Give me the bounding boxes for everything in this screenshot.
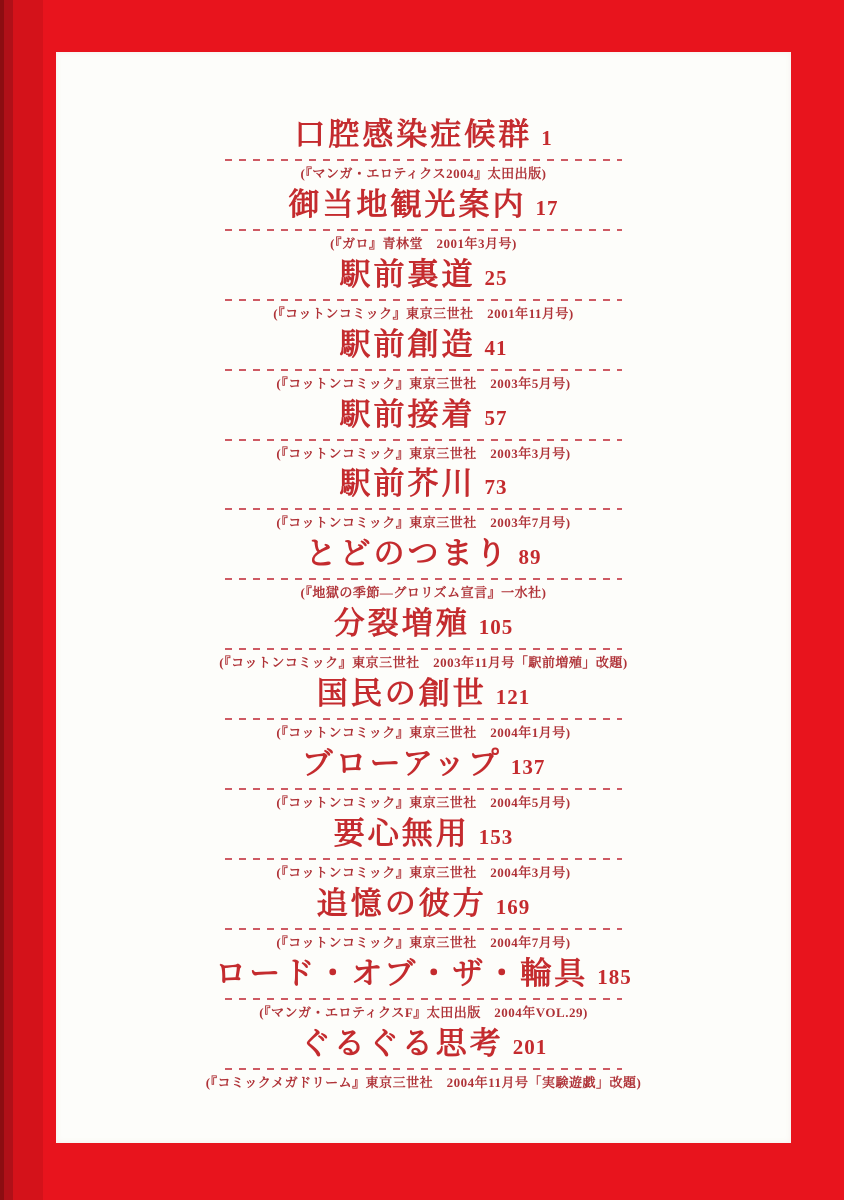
toc-entry-page-number: 41 xyxy=(484,335,508,360)
toc-entry xyxy=(56,535,791,605)
dashed-divider xyxy=(225,858,622,860)
toc-entry-title-row xyxy=(334,815,514,856)
toc-entry-title-row xyxy=(340,256,508,297)
toc-entry-title: 口腔感染症候群 xyxy=(294,117,533,152)
toc-entry-page-number: 89 xyxy=(518,545,542,570)
toc-entry-page-number: 137 xyxy=(510,755,546,780)
toc-entry-source: (『ガロ』青林堂 2001年3月号) xyxy=(330,235,517,251)
toc-entry-source: (『コットンコミック』東京三世社 2003年3月号) xyxy=(276,445,571,461)
toc-entry-title: 駅前芥川 xyxy=(339,466,476,502)
dashed-divider xyxy=(225,998,622,1000)
toc-entry-page-number: 201 xyxy=(512,1034,548,1059)
toc-entry-source: (『マンガ・エロティクス2004』太田出版) xyxy=(300,166,547,181)
toc-entry-title: 分裂増殖 xyxy=(333,606,470,642)
toc-entry-title-row xyxy=(302,745,546,786)
dashed-divider xyxy=(225,159,622,161)
toc-entry-title-row xyxy=(340,465,508,506)
toc-entry-title: ぐるぐる思考 xyxy=(299,1025,504,1061)
toc-entry xyxy=(56,745,791,815)
toc-entry xyxy=(56,675,791,745)
toc-entry-title-row xyxy=(340,396,508,437)
toc-entry xyxy=(56,815,791,885)
toc-entry xyxy=(56,1025,791,1095)
dashed-divider xyxy=(225,788,622,790)
toc-entry xyxy=(56,465,791,535)
toc-entry-page-number: 1 xyxy=(541,126,553,150)
dashed-divider xyxy=(225,578,622,580)
toc-entry-title: 駅前接着 xyxy=(339,396,476,432)
toc-entry-source: (『コットンコミック』東京三世社 2003年11月号「駅前増殖」改題) xyxy=(219,655,628,671)
toc-entry-page-number: 153 xyxy=(478,824,514,849)
toc-list xyxy=(56,52,791,1094)
toc-entry-title: 御当地観光案内 xyxy=(288,186,527,222)
toc-entry-source: (『コットンコミック』東京三世社 2004年1月号) xyxy=(276,725,571,741)
toc-entry-title: ブローアップ xyxy=(301,746,502,782)
toc-entry-title: 追憶の彼方 xyxy=(316,885,487,921)
toc-entry-title-row xyxy=(317,885,531,926)
toc-entry-title: 要心無用 xyxy=(333,815,470,851)
dashed-divider xyxy=(225,508,622,510)
toc-entry-page-number: 185 xyxy=(597,964,632,989)
toc-entry-title-row xyxy=(334,605,514,646)
page-left-edge-shadow-soft xyxy=(13,0,43,1200)
toc-entry xyxy=(56,885,791,955)
toc-entry-title-row xyxy=(300,1025,548,1066)
toc-entry-source: (『コットンコミック』東京三世社 2003年5月号) xyxy=(276,375,571,391)
toc-entry-title-row xyxy=(215,955,632,996)
toc-entry xyxy=(56,116,791,186)
toc-entry-source: (『コットンコミック』東京三世社 2003年7月号) xyxy=(276,515,571,531)
toc-entry-page-number: 25 xyxy=(484,265,508,290)
dashed-divider xyxy=(225,648,622,650)
dashed-divider xyxy=(225,299,622,301)
toc-entry-title: 駅前創造 xyxy=(339,326,476,362)
dashed-divider xyxy=(225,369,622,371)
dashed-divider xyxy=(225,718,622,720)
toc-entry xyxy=(56,256,791,326)
dashed-divider xyxy=(225,928,622,930)
toc-entry-title-row xyxy=(306,535,542,576)
dashed-divider xyxy=(225,439,622,441)
toc-entry-source: (『マンガ・エロティクスF』太田出版 2004年VOL.29) xyxy=(259,1004,588,1020)
toc-entry-page-number: 121 xyxy=(495,685,531,710)
toc-entry-page-number: 17 xyxy=(535,195,559,220)
dashed-divider xyxy=(225,229,622,231)
dashed-divider xyxy=(225,1068,622,1070)
toc-entry xyxy=(56,186,791,256)
toc-entry-title: とどのつまり xyxy=(305,536,510,572)
toc-entry-title-row xyxy=(340,326,508,367)
toc-entry-source: (『コットンコミック』東京三世社 2004年7月号) xyxy=(276,934,571,950)
toc-entry-source: (『コットンコミック』東京三世社 2004年5月号) xyxy=(276,795,571,811)
toc-entry-title: ロード・オブ・ザ・輪具 xyxy=(215,955,589,991)
toc-entry xyxy=(56,605,791,675)
toc-entry-title-row xyxy=(294,116,553,157)
toc-entry xyxy=(56,396,791,466)
contents-panel xyxy=(56,52,791,1143)
toc-entry-title: 駅前裏道 xyxy=(339,256,476,292)
toc-entry-source: (『地獄の季節―グロリズム宣言』一水社) xyxy=(300,585,547,601)
toc-entry xyxy=(56,326,791,396)
page-left-edge-shadow xyxy=(4,0,13,1200)
toc-entry-source: (『コミックメガドリーム』東京三世社 2004年11月号「実験遊戯」改題) xyxy=(205,1074,642,1090)
toc-entry-source: (『コットンコミック』東京三世社 2001年11月号) xyxy=(273,305,574,321)
toc-entry-page-number: 105 xyxy=(478,615,514,640)
toc-entry-source: (『コットンコミック』東京三世社 2004年3月号) xyxy=(276,864,571,880)
toc-entry-page-number: 73 xyxy=(484,475,508,500)
toc-entry-page-number: 169 xyxy=(495,894,531,919)
toc-entry-title: 国民の創世 xyxy=(316,676,487,712)
toc-entry-title-row xyxy=(317,675,531,716)
toc-entry-title-row xyxy=(289,186,559,227)
toc-entry-page-number: 57 xyxy=(484,405,508,430)
toc-entry xyxy=(56,955,791,1025)
